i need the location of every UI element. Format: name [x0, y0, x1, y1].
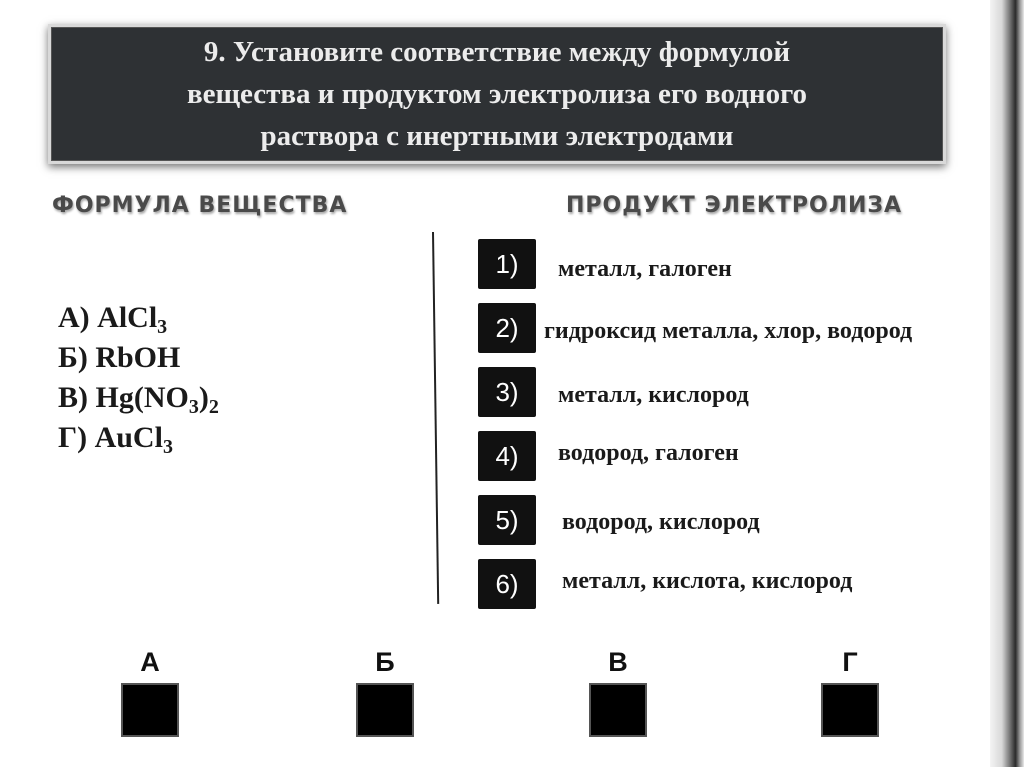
product-column-header: ПРОДУКТ ЭЛЕКТРОЛИЗА: [566, 193, 903, 218]
question-title: [117, 31, 877, 157]
answer-label-v: В: [608, 647, 628, 677]
product-number-badge: 5): [478, 495, 536, 545]
product-number-badge: 3): [478, 367, 536, 417]
title-line: 9. Установите соответствие между формулой: [203, 36, 791, 68]
substance-item-g: Г) AuCl$_3$: [58, 421, 173, 458]
answer-label-a: А: [140, 647, 160, 677]
product-number-badge: 4): [478, 431, 536, 481]
product-option-2: гидроксид металла, хлор, водород: [544, 318, 913, 344]
answer-box-a[interactable]: [121, 683, 179, 737]
product-option-4: водород, галоген: [558, 440, 739, 466]
substance-item-a: А) AlCl$_3$: [58, 301, 168, 338]
product-number-badge: 6): [478, 559, 536, 609]
product-option-3: металл, кислород: [558, 382, 749, 408]
product-number-badge: 2): [478, 303, 536, 353]
answer-box-b[interactable]: [356, 683, 414, 737]
answer-box-v[interactable]: [589, 683, 647, 737]
answer-label-g: Г: [842, 647, 858, 677]
answer-label-b: Б: [375, 647, 395, 677]
product-number-badge: 1): [478, 239, 536, 289]
product-option-5: водород, кислород: [562, 509, 760, 535]
answer-box-g[interactable]: [821, 683, 879, 737]
product-option-6: металл, кислота, кислород: [562, 568, 853, 594]
title-line: вещества и продуктом электролиза его водного: [186, 78, 808, 110]
column-divider: [432, 232, 439, 604]
question-title-panel: [48, 24, 946, 164]
substance-list: [58, 298, 219, 458]
substance-item-v: В) $Hg(NO_3)_2$: [58, 381, 219, 418]
substance-item-b: Б) RbOH: [58, 341, 181, 374]
title-line: раствора с инертными электродами: [260, 120, 734, 152]
substance-column-header: ФОРМУЛА ВЕЩЕСТВА: [52, 193, 348, 218]
product-option-1: металл, галоген: [558, 256, 732, 282]
slide-edge-decoration: [990, 0, 1024, 767]
